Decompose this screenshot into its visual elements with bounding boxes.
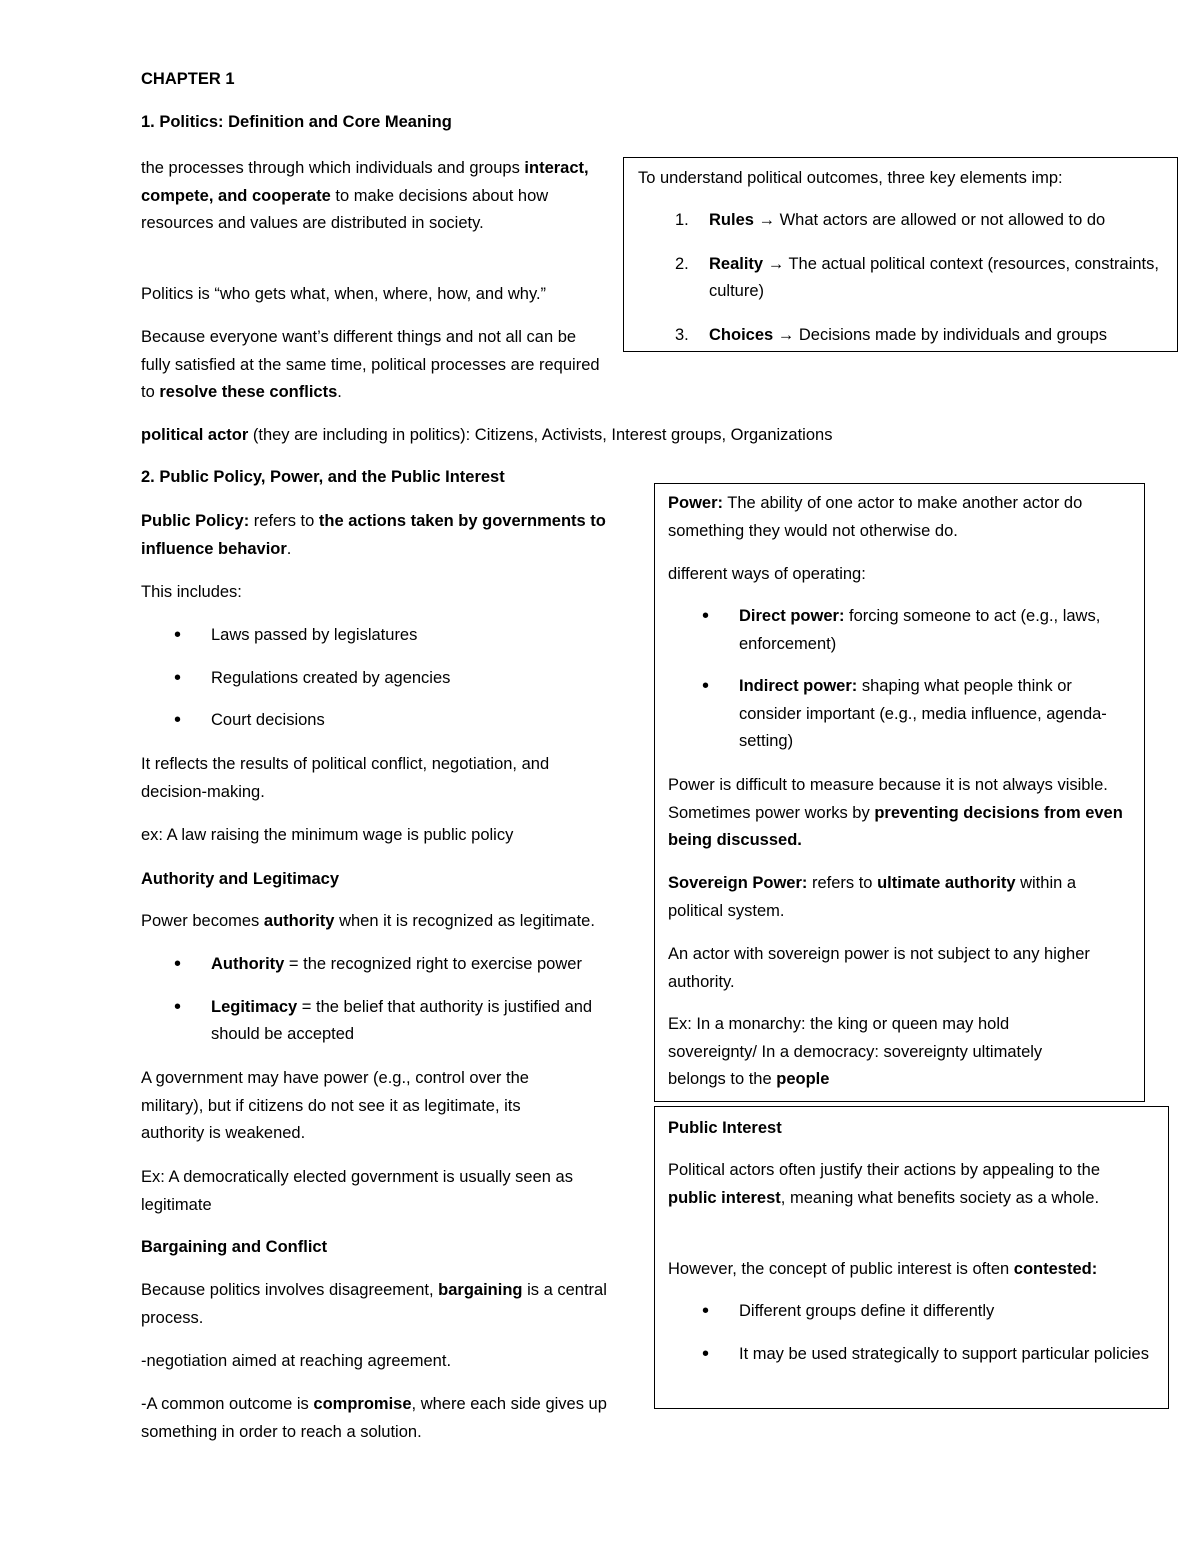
section-2-heading: 2. Public Policy, Power, and the Public Interest — [141, 468, 505, 486]
democratic-example: Ex: A democratically elected government is usually seen as legitimate — [141, 1168, 573, 1214]
power-types-list — [655, 603, 1125, 756]
list-item: • Authority = the recognized right to exercise power — [141, 951, 636, 979]
section-1-heading: 1. Politics: Definition and Core Meaning — [141, 113, 452, 131]
key-elements-box — [623, 157, 1178, 352]
list-item: • Indirect power: shaping what people think or consider important (e.g., media influence, agenda-setting) — [702, 675, 1107, 750]
authority-heading: Authority and Legitimacy — [141, 870, 340, 888]
bullet-icon: • — [174, 995, 182, 1018]
bullet-icon: • — [174, 624, 182, 646]
list-item: • Direct power: forcing someone to act (e.g., laws, enforcement) — [702, 605, 1101, 653]
key-elements-list — [624, 207, 1169, 349]
resolve-conflicts-paragraph: Because everyone want’s different things and not all can be fully satisfied at the same time, political processes are required to resolve these conflicts. — [141, 328, 600, 401]
public-interest-heading: Public Interest — [668, 1119, 782, 1137]
bullet-icon: • — [702, 675, 710, 697]
bullet-icon: • — [174, 709, 182, 731]
bargaining-paragraph: Because politics involves disagreement, bargaining is a central process. — [141, 1281, 607, 1327]
power-definition: Power: The ability of one actor to make another actor do something they would not otherwise do. — [668, 494, 1083, 540]
key-element-choices: 3. Choices → Decisions made by individuals and groups — [675, 325, 1108, 344]
politics-definition: the processes through which individuals and groups interact, compete, and cooperate to make decisions about how resources and values are distributed in society. — [141, 159, 589, 232]
this-includes: This includes: — [141, 583, 242, 601]
bullet-icon: • — [174, 953, 182, 975]
bullet-icon: • — [702, 605, 710, 627]
bullet-icon: • — [702, 1300, 710, 1322]
politics-quote: Politics is “who gets what, when, where, how, and why.” — [141, 285, 547, 303]
list-item: • Laws passed by legislatures — [141, 622, 621, 650]
sovereignty-example: Ex: In a monarchy: the king or queen may hold sovereignty/ In a democracy: sovereignty ultimately belongs to the people — [668, 1015, 1043, 1088]
sovereign-power-paragraph: Sovereign Power: refers to ultimate authority within a political system. — [668, 874, 1077, 920]
political-actor-line: political actor (they are including in politics): Citizens, Activists, Interest groups, Organizations — [141, 426, 833, 444]
public-interest-box — [654, 1106, 1169, 1409]
ways-of-operating: different ways of operating: — [668, 565, 866, 583]
chapter-title: CHAPTER 1 — [141, 70, 235, 88]
negotiation-line: -negotiation aimed at reaching agreement. — [141, 1352, 452, 1370]
power-box — [654, 483, 1145, 1102]
public-interest-paragraph: Political actors often justify their actions by appealing to the public interest, meaning what benefits society as a whole. — [668, 1161, 1100, 1207]
authority-paragraph: Power becomes authority when it is recognized as legitimate. — [141, 912, 595, 930]
list-item: • It may be used strategically to support particular policies — [655, 1341, 1150, 1369]
sovereign-actor-paragraph: An actor with sovereign power is not subject to any higher authority. — [668, 945, 1090, 991]
list-item: • Different groups define it differently — [655, 1298, 1150, 1326]
public-policy-definition: Public Policy: refers to the actions taken by governments to influence behavior. — [141, 512, 606, 558]
power-measure-paragraph: Power is difficult to measure because it is not always visible. Sometimes power works by preventing decisions from even being discussed. — [668, 776, 1123, 849]
bullet-icon: • — [702, 1342, 710, 1365]
bullet-icon: • — [174, 666, 182, 689]
key-elements-intro: To understand political outcomes, three key elements imp: — [638, 169, 1063, 187]
authority-list — [141, 951, 636, 1049]
list-item: • Court decisions — [141, 707, 621, 735]
public-interest-list — [655, 1298, 1150, 1368]
government-power-paragraph: A government may have power (e.g., control over the military), but if citizens do not see it as legitimate, its authority is weakened. — [141, 1069, 529, 1142]
list-item: • Regulations created by agencies — [141, 665, 621, 693]
compromise-paragraph: -A common outcome is compromise, where each side gives up something in order to reach a solution. — [141, 1395, 607, 1441]
list-item: • Legitimacy = the belief that authority is justified and should be accepted — [174, 995, 593, 1043]
bargaining-heading: Bargaining and Conflict — [141, 1238, 328, 1256]
key-element-reality: 2. Reality → The actual political context (resources, constraints, culture) — [675, 254, 1159, 300]
policy-list — [141, 622, 621, 735]
key-element-rules: 1. Rules → What actors are allowed or not allowed to do — [675, 211, 1106, 229]
contested-paragraph: However, the concept of public interest is often contested: — [668, 1260, 1098, 1278]
reflects-paragraph: It reflects the results of political conflict, negotiation, and decision-making. — [141, 755, 550, 801]
policy-example: ex: A law raising the minimum wage is public policy — [141, 826, 514, 844]
